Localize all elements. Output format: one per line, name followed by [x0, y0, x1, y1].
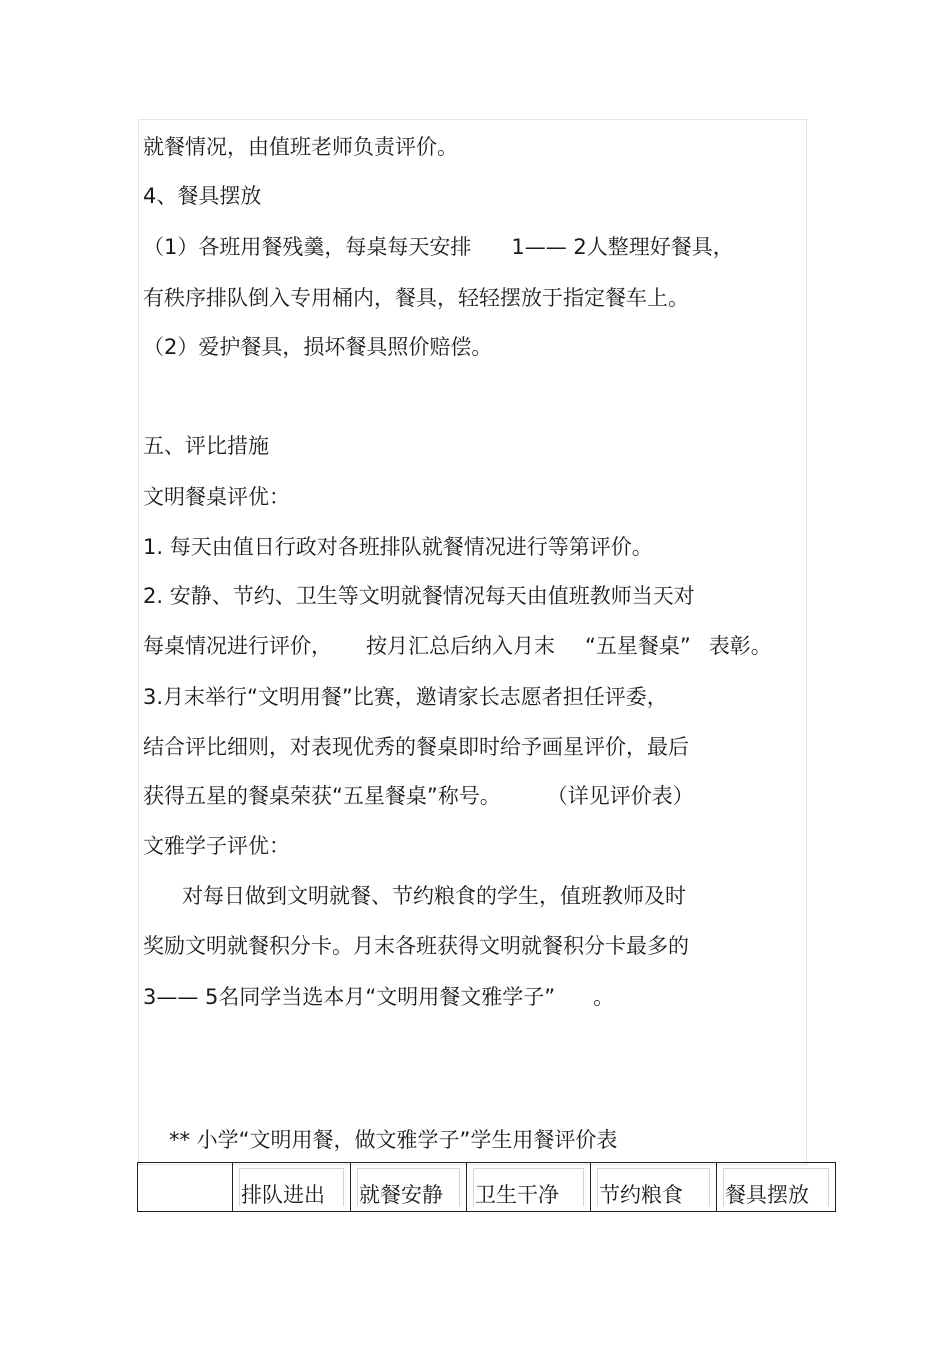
text-segment: （1）各班用餐残羹，每桌每天安排 — [143, 235, 472, 259]
table-header-cell — [591, 1163, 717, 1211]
text-segment: 获得五星的餐桌荣获“五星餐桌”称号。 — [143, 784, 501, 808]
section-heading: 五、评比措施 — [143, 434, 269, 458]
table-header-label: 节约粮食 — [599, 1183, 683, 1207]
section-heading: 4、餐具摆放 — [143, 184, 262, 208]
text-segment: “五星餐桌” — [585, 634, 691, 658]
text-line — [143, 234, 734, 260]
text-segment: 3—— 5名同学当选本月“文明用餐文雅学子” — [143, 985, 556, 1009]
text-line: 就餐情况，由值班老师负责评价。 — [143, 135, 458, 159]
text-segment: 按月汇总后纳入月末 — [366, 634, 555, 658]
text-line: 3.月末举行“文明用餐”比赛，邀请家长志愿者担任评委， — [143, 685, 668, 709]
text-line: 对每日做到文明就餐、节约粮食的学生，值班教师及时 — [182, 884, 686, 908]
subheading: 文明餐桌评优： — [143, 485, 290, 509]
text-segment: 。 — [593, 985, 615, 1009]
text-segment: （详见评价表） — [546, 784, 694, 808]
text-line — [143, 783, 694, 809]
table-header-cell — [233, 1163, 351, 1211]
text-line — [143, 633, 772, 659]
table-cell-blank — [138, 1163, 233, 1211]
table-header-label: 就餐安静 — [359, 1183, 443, 1207]
text-line: （2）爱护餐具，损坏餐具照价赔偿。 — [143, 335, 493, 359]
table-header-label: 排队进出 — [241, 1183, 325, 1207]
table-title: ** 小学“文明用餐，做文雅学子”学生用餐评价表 — [169, 1128, 618, 1152]
subheading: 文雅学子评优： — [143, 834, 290, 858]
table-header-label: 卫生干净 — [475, 1183, 559, 1207]
text-line: 2. 安静、节约、卫生等文明就餐情况每天由值班教师当天对 — [143, 584, 695, 608]
text-line: 结合评比细则，对表现优秀的餐桌即时给予画星评价，最后 — [143, 735, 689, 759]
table-header-cell — [467, 1163, 591, 1211]
text-line: 1. 每天由值日行政对各班排队就餐情况进行等第评价。 — [143, 535, 653, 559]
table-header-label: 餐具摆放 — [725, 1183, 809, 1207]
text-segment: 1—— 2人整理好餐具， — [511, 235, 734, 259]
text-segment: 表彰。 — [708, 634, 772, 658]
table-header-cell — [717, 1163, 836, 1211]
table-header-cell — [351, 1163, 467, 1211]
text-line: 奖励文明就餐积分卡。月末各班获得文明就餐积分卡最多的 — [143, 934, 689, 958]
text-line — [143, 984, 614, 1010]
text-segment: 每桌情况进行评价， — [143, 634, 332, 658]
text-line: 有秩序排队倒入专用桶内，餐具，轻轻摆放于指定餐车上。 — [143, 286, 689, 310]
evaluation-table-header — [137, 1162, 836, 1212]
